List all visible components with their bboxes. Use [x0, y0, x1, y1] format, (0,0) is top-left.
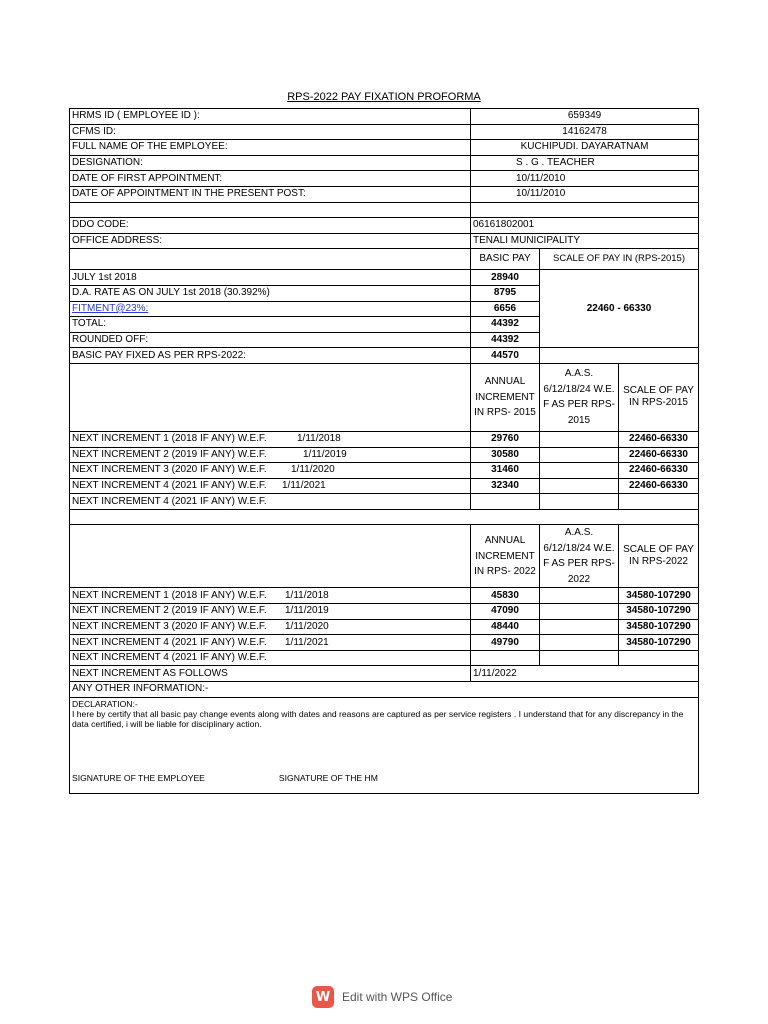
rps2022-header-row — [70, 525, 699, 588]
increment-text: NEXT INCREMENT 2 (2019 IF ANY) W.E.F. — [72, 448, 267, 460]
fixation-value: 8795 — [471, 285, 540, 301]
increment-amount: 29760 — [471, 431, 540, 447]
increment-text: NEXT INCREMENT 3 (2020 IF ANY) W.E.F. — [72, 620, 267, 632]
increment-amount: 30580 — [471, 447, 540, 463]
increment-date: 1/11/2018 — [285, 589, 329, 601]
next-increment-row — [70, 666, 699, 682]
increment-aas — [540, 478, 619, 494]
fixation-label: D.A. RATE AS ON JULY 1st 2018 (30.392%) — [70, 285, 471, 301]
fixation-label: ROUNDED OFF: — [70, 332, 471, 348]
increment-label — [70, 447, 471, 463]
fixation-row — [70, 348, 699, 364]
increment-scale: 22460-66330 — [619, 431, 699, 447]
rps2022-col1: ANNUAL INCREMENT IN RPS- 2022 — [471, 525, 540, 588]
fixation-value: 44570 — [471, 348, 540, 364]
increment-scale: 34580-107290 — [619, 635, 699, 651]
hrms-label: HRMS ID ( EMPLOYEE ID ): — [70, 109, 471, 125]
ddo-label: DDO CODE: — [70, 218, 471, 234]
present-appt-value: 10/11/2010 — [471, 186, 699, 202]
declaration-text: I here by certify that all basic pay change events along with dates and reasons are captured as per service registers . I understand that for any discrepancy in the data certified, i will be liable for disciplinary action. — [72, 708, 684, 729]
rps2022-row — [70, 619, 699, 635]
scale-header: SCALE OF PAY IN (RPS-2015) — [540, 249, 699, 270]
increment-scale: 34580-107290 — [619, 604, 699, 620]
increment-date: 1/11/2019 — [285, 605, 329, 617]
increment-aas — [540, 463, 619, 479]
signature-employee: SIGNATURE OF THE EMPLOYEE — [72, 772, 205, 783]
increment-aas — [540, 650, 619, 666]
increment-date: 1/11/2020 — [285, 620, 329, 632]
fitment-link[interactable] — [70, 301, 471, 317]
pay-header-row — [70, 249, 699, 270]
increment-amount: 31460 — [471, 463, 540, 479]
hrms-value: 659349 — [471, 109, 699, 125]
increment-text: NEXT INCREMENT 4 (2021 IF ANY) W.E.F. — [72, 495, 267, 507]
fixation-row — [70, 270, 699, 286]
increment-aas — [540, 588, 619, 604]
rps2015-header-row — [70, 363, 699, 431]
increment-date: 1/11/2021 — [285, 636, 329, 648]
increment-text: NEXT INCREMENT 4 (2021 IF ANY) W.E.F. — [72, 652, 267, 664]
rps2022-row — [70, 635, 699, 651]
present-appt-label: DATE OF APPOINTMENT IN THE PRESENT POST: — [70, 186, 471, 202]
increment-date: 1/11/2021 — [282, 479, 326, 491]
present-appt-row — [70, 186, 699, 202]
basic-pay-header: BASIC PAY — [471, 249, 540, 270]
ddo-value: 06161802001 — [471, 218, 699, 234]
increment-text: NEXT INCREMENT 3 (2020 IF ANY) W.E.F. — [72, 464, 267, 476]
wps-logo-letter: W — [315, 989, 331, 1005]
blank-row — [70, 509, 699, 525]
next-increment-value: 1/11/2022 — [471, 666, 699, 682]
increment-scale: 22460-66330 — [619, 463, 699, 479]
rps2015-row — [70, 447, 699, 463]
increment-amount — [471, 494, 540, 510]
hrms-row — [70, 109, 699, 125]
increment-aas — [540, 431, 619, 447]
fixation-label: TOTAL: — [70, 317, 471, 333]
increment-aas — [540, 619, 619, 635]
increment-amount: 45830 — [471, 588, 540, 604]
fixation-label: BASIC PAY FIXED AS PER RPS-2022: — [70, 348, 471, 364]
increment-scale: 22460-66330 — [619, 478, 699, 494]
blank-row — [70, 202, 699, 218]
increment-date: 1/11/2019 — [303, 448, 347, 460]
increment-text: NEXT INCREMENT 4 (2021 IF ANY) W.E.F. — [72, 479, 267, 491]
increment-aas — [540, 635, 619, 651]
other-info-row — [70, 682, 699, 698]
designation-value: S . G . TEACHER — [471, 155, 699, 171]
increment-label — [70, 650, 471, 666]
increment-aas — [540, 447, 619, 463]
rps2015-col2: A.A.S. 6/12/18/24 W.E. F AS PER RPS-2015 — [540, 363, 619, 431]
declaration-heading: DECLARATION:- — [72, 698, 138, 709]
increment-label — [70, 604, 471, 620]
signature-row — [72, 773, 696, 783]
fitment-label[interactable]: FITMENT@23%: — [72, 302, 149, 314]
first-appt-label: DATE OF FIRST APPOINTMENT: — [70, 171, 471, 187]
increment-label — [70, 588, 471, 604]
wps-logo-icon — [312, 986, 334, 1008]
increment-aas — [540, 604, 619, 620]
declaration-block — [70, 697, 699, 793]
increment-scale: 34580-107290 — [619, 619, 699, 635]
designation-label: DESIGNATION: — [70, 155, 471, 171]
fixation-value: 44392 — [471, 332, 540, 348]
ddo-row — [70, 218, 699, 234]
increment-label — [70, 494, 471, 510]
increment-aas — [540, 494, 619, 510]
rps2015-row — [70, 431, 699, 447]
wps-edit-button[interactable] — [312, 986, 452, 1008]
name-value: KUCHIPUDI. DAYARATNAM — [471, 140, 699, 156]
rps2015-col1: ANNUAL INCREMENT IN RPS- 2015 — [471, 363, 540, 431]
office-value: TENALI MUNICIPALITY — [471, 233, 699, 249]
rps2015-row — [70, 494, 699, 510]
increment-amount — [471, 650, 540, 666]
cfms-label: CFMS ID: — [70, 124, 471, 140]
increment-amount: 49790 — [471, 635, 540, 651]
increment-label — [70, 463, 471, 479]
signature-hm: SIGNATURE OF THE HM — [278, 772, 378, 783]
increment-scale: 34580-107290 — [619, 588, 699, 604]
increment-label — [70, 431, 471, 447]
first-appt-row — [70, 171, 699, 187]
office-row — [70, 233, 699, 249]
increment-label — [70, 635, 471, 651]
rps2022-row — [70, 604, 699, 620]
page-title: RPS-2022 PAY FIXATION PROFORMA — [287, 91, 481, 103]
rps2022-row — [70, 650, 699, 666]
increment-text: NEXT INCREMENT 1 (2018 IF ANY) W.E.F. — [72, 433, 267, 445]
name-label: FULL NAME OF THE EMPLOYEE: — [70, 140, 471, 156]
increment-text: NEXT INCREMENT 1 (2018 IF ANY) W.E.F. — [72, 589, 267, 601]
increment-text: NEXT INCREMENT 4 (2021 IF ANY) W.E.F. — [72, 636, 267, 648]
scale-value: 22460 - 66330 — [540, 270, 699, 348]
designation-row — [70, 155, 699, 171]
rps2022-col3: SCALE OF PAY IN RPS-2022 — [619, 525, 699, 588]
increment-scale — [619, 650, 699, 666]
increment-amount: 32340 — [471, 478, 540, 494]
fixation-value: 6656 — [471, 301, 540, 317]
other-info-label: ANY OTHER INFORMATION:- — [70, 682, 699, 698]
rps2015-row — [70, 478, 699, 494]
increment-scale: 22460-66330 — [619, 447, 699, 463]
increment-scale — [619, 494, 699, 510]
increment-text: NEXT INCREMENT 2 (2019 IF ANY) W.E.F. — [72, 605, 267, 617]
cfms-row — [70, 124, 699, 140]
rps2022-row — [70, 588, 699, 604]
office-label: OFFICE ADDRESS: — [70, 233, 471, 249]
fixation-label: JULY 1st 2018 — [70, 270, 471, 286]
fixation-value: 28940 — [471, 270, 540, 286]
rps2022-col2: A.A.S. 6/12/18/24 W.E. F AS PER RPS-2022 — [540, 525, 619, 588]
first-appt-value: 10/11/2010 — [471, 171, 699, 187]
increment-date: 1/11/2018 — [297, 433, 341, 445]
next-increment-label: NEXT INCREMENT AS FOLLOWS — [70, 666, 471, 682]
cfms-value: 14162478 — [471, 124, 699, 140]
increment-label — [70, 478, 471, 494]
rps2015-row — [70, 463, 699, 479]
name-row — [70, 140, 699, 156]
wps-edit-label: Edit with WPS Office — [342, 990, 453, 1004]
increment-label — [70, 619, 471, 635]
increment-amount: 47090 — [471, 604, 540, 620]
fixation-value: 44392 — [471, 317, 540, 333]
increment-date: 1/11/2020 — [291, 464, 335, 476]
rps2015-col3: SCALE OF PAY IN RPS-2015 — [619, 363, 699, 431]
declaration-row — [70, 697, 699, 793]
increment-amount: 48440 — [471, 619, 540, 635]
proforma-table — [69, 108, 699, 794]
